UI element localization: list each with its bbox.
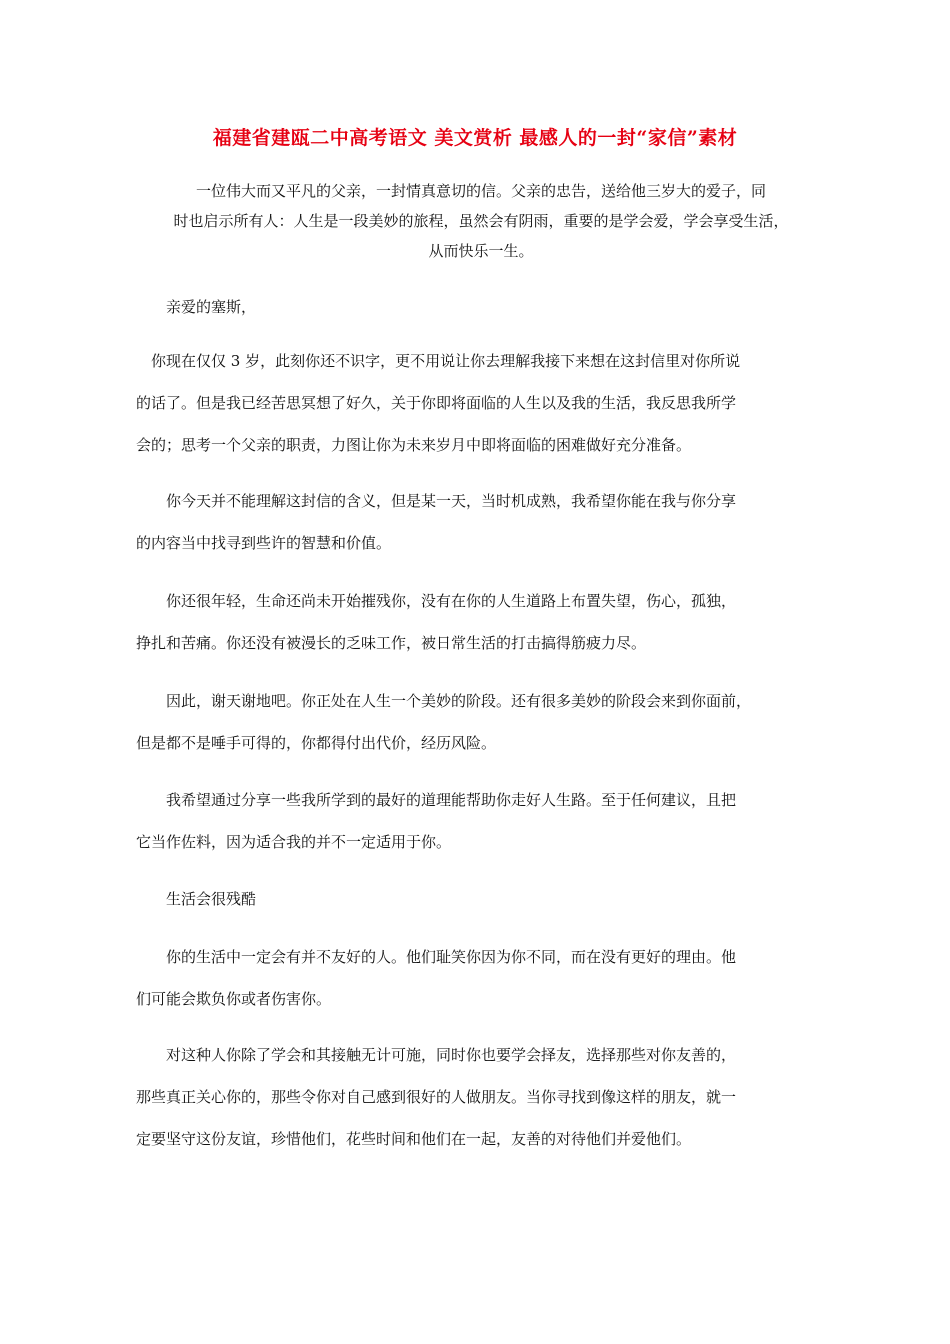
greeting-line: 亲爱的塞斯， <box>166 298 257 316</box>
paragraph-line: 你今天并不能理解这封信的含义，但是某一天，当时机成熟，我希望你能在我与你分享 <box>166 492 737 510</box>
paragraph-line: 但是都不是唾手可得的，你都得付出代价，经历风险。 <box>136 734 497 752</box>
intro-line: 从而快乐一生。 <box>428 242 534 260</box>
section-heading-line: 生活会很残酷 <box>166 890 257 908</box>
document-title: 福建省建瓯二中高考语文 美文赏析 最感人的一封“家信”素材 <box>212 127 738 149</box>
paragraph-line: 的内容当中找寻到些许的智慧和价值。 <box>136 534 392 552</box>
paragraph-1 <box>136 340 836 466</box>
paragraph-4 <box>136 680 836 764</box>
paragraph-line: 它当作佐料，因为适合我的并不一定适用于你。 <box>136 833 452 851</box>
intro-line: 一位伟大而又平凡的父亲，一封情真意切的信。父亲的忠告，送给他三岁大的爱子，同 <box>195 182 766 200</box>
intro-paragraph <box>136 176 826 266</box>
paragraph-line: 定要坚守这份友谊，珍惜他们，花些时间和他们在一起，友善的对待他们并爱他们。 <box>136 1130 692 1148</box>
paragraph-line: 我希望通过分享一些我所学到的最好的道理能帮助你走好人生路。至于任何建议，且把 <box>166 791 737 809</box>
intro-line: 时也启示所有人：人生是一段美妙的旅程，虽然会有阴雨，重要的是学会爱，学会享受生活， <box>173 212 789 230</box>
paragraph-line: 挣扎和苦痛。你还没有被漫长的乏味工作，被日常生活的打击搞得筋疲力尽。 <box>136 634 647 652</box>
paragraph-line: 你的生活中一定会有并不友好的人。他们耻笑你因为你不同，而在没有更好的理由。他 <box>166 948 737 966</box>
paragraph-line: 那些真正关心你的，那些令你对自己感到很好的人做朋友。当你寻找到像这样的朋友，就一 <box>136 1088 737 1106</box>
paragraph-line: 因此，谢天谢地吧。你正处在人生一个美妙的阶段。还有很多美妙的阶段会来到你面前， <box>166 692 752 710</box>
paragraph-line: 你还很年轻，生命还尚未开始摧残你，没有在你的人生道路上布置失望，伤心，孤独， <box>166 592 737 610</box>
paragraph-6 <box>136 936 836 1020</box>
paragraph-3 <box>136 580 836 664</box>
paragraph-line: 的话了。但是我已经苦思冥想了好久，关于你即将面临的人生以及我的生活，我反思我所学 <box>136 394 737 412</box>
paragraph-2 <box>136 480 836 564</box>
paragraph-line: 对这种人你除了学会和其接触无计可施，同时你也要学会择友，选择那些对你友善的， <box>166 1046 737 1064</box>
paragraph-line: 会的；思考一个父亲的职责，力图让你为未来岁月中即将面临的困难做好充分准备。 <box>136 436 692 454</box>
greeting <box>136 286 836 328</box>
paragraph-line: 你现在仅仅 3 岁，此刻你还不识字，更不用说让你去理解我接下来想在这封信里对你所说 <box>151 352 741 370</box>
paragraph-7 <box>136 1034 836 1160</box>
section-heading <box>136 878 836 920</box>
paragraph-line: 们可能会欺负你或者伤害你。 <box>136 990 332 1008</box>
paragraph-5 <box>136 779 836 863</box>
